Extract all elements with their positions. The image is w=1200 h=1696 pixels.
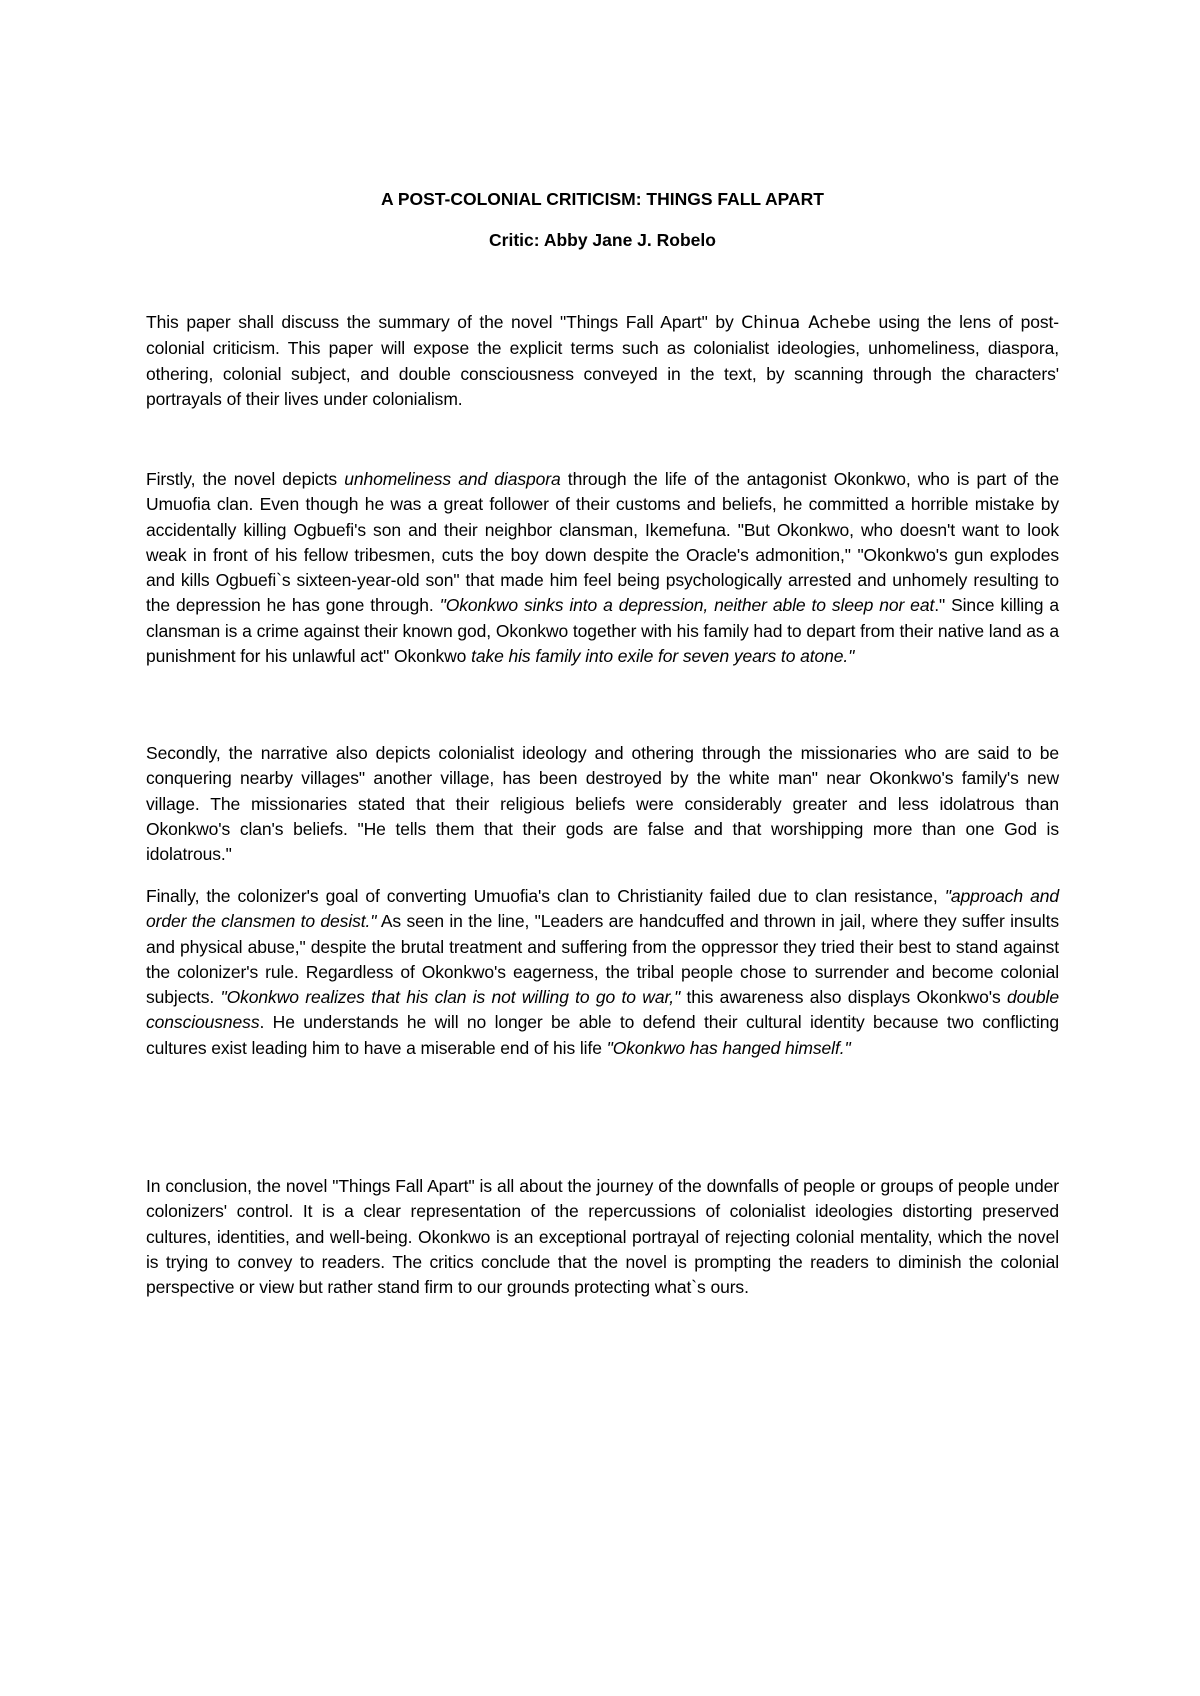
quote-segment: "Okonkwo realizes that his clan is not willing to go to war," [220,987,681,1008]
quote-segment: unhomeliness and diaspora [344,469,561,489]
text-segment: ." Since killing a clansman is a crime against their known god, Okonkwo together with his family had to depart from their native land as a punishment for his unlawful act" Okonkwo [146,595,1060,667]
author-name: Chinua Achebe [741,313,871,333]
quote-segment: "Okonkwo has hanged himself." [606,1037,851,1058]
text-segment: As seen in the line, "Leaders are handcuffed and thrown in jail, where they suffer insults and physical abuse," despite the brutal treatment and suffering from the oppressor they tried their best to stand against the colonizer's rule. Regardless of Okonkwo's eagerness, the tribal people chose to surrender and become colonial subjects. [146,911,1059,1008]
text-segment: through the life of the antagonist Okonkwo, who is part of the Umuofia clan. Even though he was a great follower of their customs and beliefs, he committed a horrible mistake by accidentally killing Ogbuefi's son and their neighbor clansman, Ikemefuna. "But Okonkwo, who doesn't want to look weak in front of his fellow tribesmen, cuts the boy down despite the Oracle's admonition," "Okonkwo's gun explodes and kills Ogbuefi`s sixteen-year-old son" that made him feel being psychologically arrested and unhomely resulting to the depression he has gone through. [146,469,1059,616]
text-segment: In conclusion, the novel "Things Fall Apart" is all about the journey of the downfalls of people or groups of people under colonizers' control. It is a clear representation of the repercussions of colonialist ideologies distorting preserved cultures, identities, and well-being. Okonkwo is an exceptional portrayal of rejecting colonial mentality, which the novel is trying to convey to readers. The critics conclude that the novel is prompting the readers to diminish the colonial perspective or view but rather stand firm to our grounds protecting what`s ours. [146,1176,1059,1298]
paragraph-secondly [146,741,1059,867]
quote-segment: double consciousness [146,987,1059,1033]
quote-segment: take his family into exile for seven years to atone." [471,646,855,667]
text-segment: Firstly, the novel depicts [146,469,345,489]
text-segment: this awareness also displays Okonkwo's [680,987,1008,1008]
quote-segment: "Okonkwo sinks into a depression, neither able to sleep nor eat [439,595,935,616]
paragraph-firstly [146,467,1059,669]
paragraph-conclusion [146,1174,1059,1300]
paragraph-finally [146,884,1059,1061]
text-segment: Finally, the colonizer's goal of converting Umuofia's clan to Christianity failed due to clan resistance, [146,886,945,906]
quote-segment: "approach and order the clansmen to desist." [146,886,1059,932]
text-segment: using the lens of post-colonial criticism. This paper will expose the explicit terms such as colonialist ideologies, unhomeliness, diaspora, othering, colonial subject, and double consciousness conveyed in the text, by scanning through the characters' portrayals of their lives under colonialism. [146,312,1059,409]
text-segment: Secondly, the narrative also depicts colonialist ideology and othering through the missionaries who are said to be conquering nearby villages" another village, has been destroyed by the white man" near Okonkwo's family's new village. The missionaries stated that their religious beliefs were considerably greater and less idolatrous than Okonkwo's clan's beliefs. "He tells them that their gods are false and that worshipping more than one God is idolatrous." [146,743,1059,865]
critic-byline: Critic: Abby Jane J. Robelo [489,230,716,250]
text-segment: . He understands he will no longer be able to defend their cultural identity because two conflicting cultures exist leading him to have a miserable end of his life [146,1012,1059,1058]
paragraph-intro [146,310,1059,412]
document-title: A POST-COLONIAL CRITICISM: THINGS FALL APART [380,189,824,209]
text-segment: This paper shall discuss the summary of the novel "Things Fall Apart" by [146,312,742,332]
